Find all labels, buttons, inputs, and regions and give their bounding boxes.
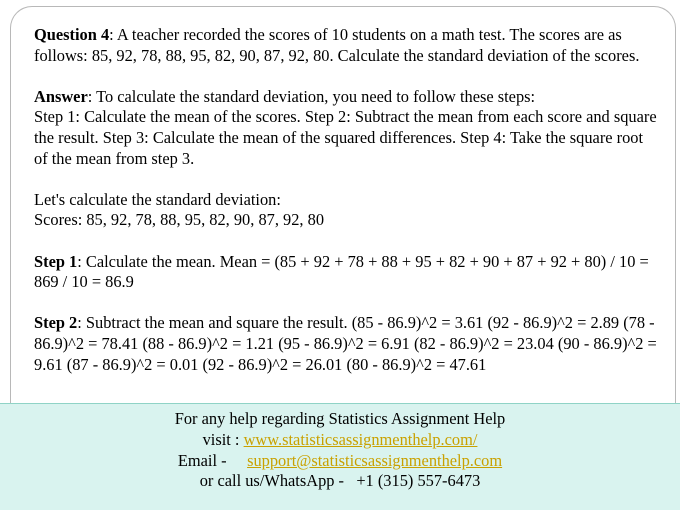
- phone-number: +1 (315) 557-6473: [356, 471, 481, 491]
- step1-text: : Calculate the mean. Mean = (85 + 92 + 78 + 88 + 95 + 82 + 90 + 87 + 92 + 80) / 10 = 869 / 10 = 86.9: [34, 251, 649, 292]
- email-link[interactable]: support@statisticsassignmenthelp.com: [247, 450, 503, 470]
- email-prefix: Email -: [177, 450, 227, 470]
- step1-paragraph: [34, 252, 658, 293]
- calc-intro-line: Let's calculate the standard deviation:: [34, 189, 281, 209]
- call-prefix: or call us/WhatsApp -: [199, 471, 345, 491]
- question-text: : A teacher recorded the scores of 10 students on a math test. The scores are as follows: 85, 92, 78, 88, 95, 82, 90, 87, 92, 80. Calculate the standard deviation of the scores.: [34, 25, 640, 65]
- steps-overview: Step 1: Calculate the mean of the scores. Step 2: Subtract the mean from each score and square the result. Step 3: Calculate the mean of the squared differences. Step 4: Take the square root of the mean from step 3.: [34, 107, 657, 168]
- visit-prefix: visit :: [202, 429, 244, 449]
- footer-visit-line: [0, 430, 680, 451]
- step1-label: Step 1: [34, 251, 78, 271]
- footer-heading: For any help regarding Statistics Assignment Help: [174, 409, 506, 428]
- answer-text: : To calculate the standard deviation, you need to follow these steps:: [87, 86, 536, 106]
- contact-footer: [0, 403, 680, 510]
- answer-label: Answer: [34, 86, 88, 106]
- question-paragraph: [34, 25, 658, 66]
- question-label: Question 4: [34, 25, 110, 44]
- footer-call-line: [0, 471, 680, 492]
- website-link[interactable]: www.statisticsassignmenthelp.com/: [243, 429, 478, 449]
- answer-paragraph: [34, 87, 658, 108]
- step2-text: : Subtract the mean and square the result. (85 - 86.9)^2 = 3.61 (92 - 86.9)^2 = 2.89 (78 - 86.9)^2 = 78.41 (88 - 86.9)^2 = 1.21 (95 - 86.9)^2 = 6.91 (82 - 86.9)^2 = 23.04 (90 - 86.9)^2 = 9.61 (87 - 86.9)^2 = 0.01 (92 - 86.9)^2 = 26.01 (80 - 86.9)^2 = 47.61: [34, 313, 657, 374]
- scores-line: Scores: 85, 92, 78, 88, 95, 82, 90, 87, 92, 80: [34, 210, 325, 230]
- footer-email-line: [0, 451, 680, 472]
- step2-label: Step 2: [34, 313, 78, 333]
- step2-paragraph: [34, 313, 658, 375]
- slide-content: [34, 25, 658, 375]
